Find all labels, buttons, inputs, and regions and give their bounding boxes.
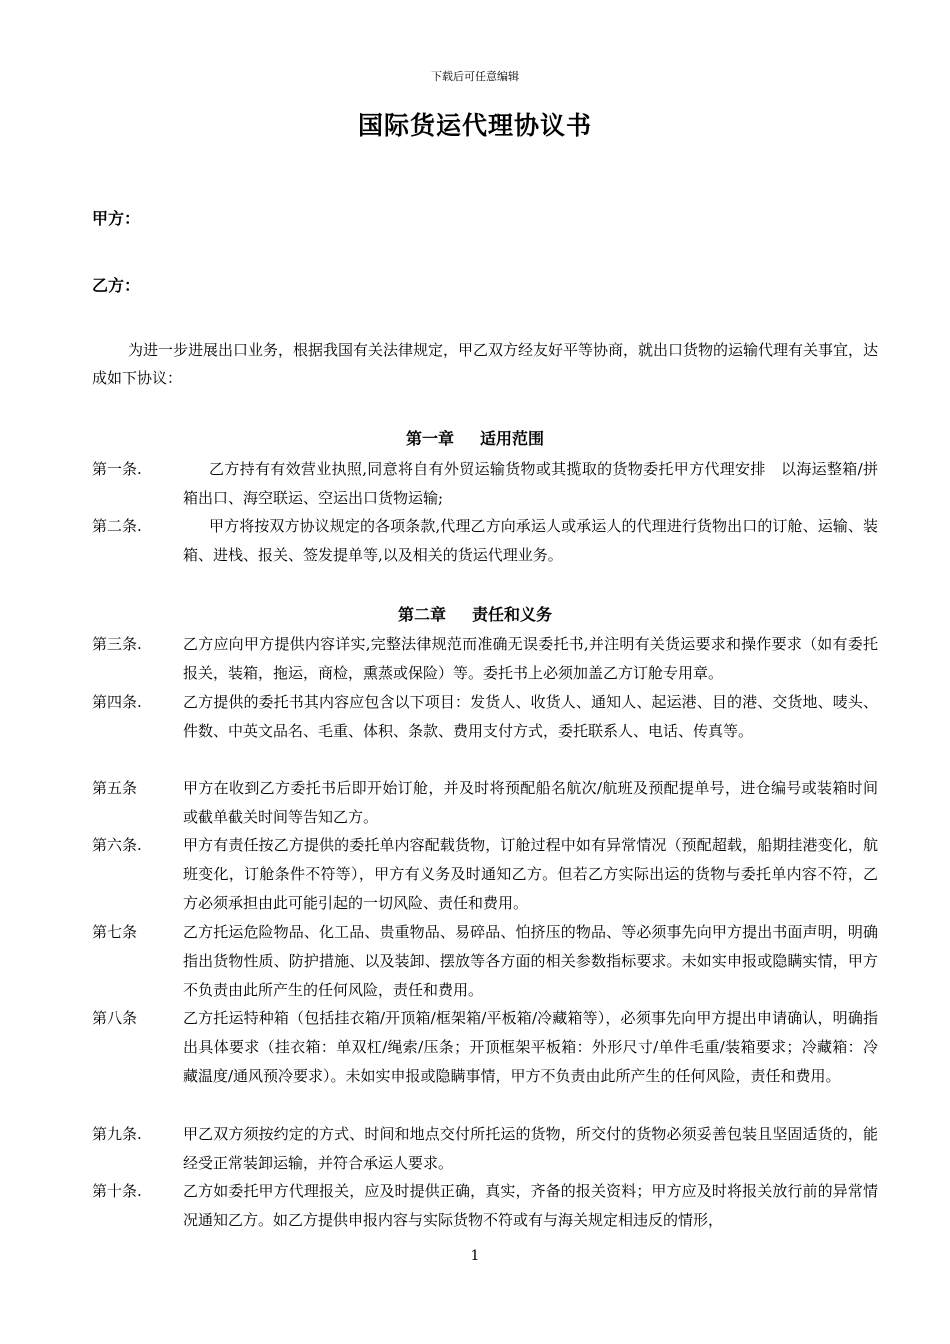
article-number: 第四条.	[92, 693, 142, 711]
article-5	[92, 774, 878, 832]
article-9	[92, 1120, 878, 1178]
article-number: 第十条.	[92, 1182, 142, 1200]
article-2	[92, 512, 878, 570]
party-b-label: 乙方：	[92, 276, 141, 295]
intro-paragraph: 为进一步进展出口业务，根据我国有关法律规定，甲乙双方经友好平等协商，就出口货物的运输代理有关事宜，达成如下协议：	[92, 341, 879, 387]
article-10	[92, 1177, 878, 1235]
article-1	[92, 455, 878, 513]
article-number: 第六条.	[92, 836, 142, 854]
article-number: 第七条	[92, 923, 138, 941]
article-text: 乙方托运特种箱（包括挂衣箱/开顶箱/框架箱/平板箱/冷藏箱等），必须事先向甲方提出申请确认，明确指出具体要求（挂衣箱：单双杠/绳索/压条；开顶框架平板箱：外形尺寸/单件毛重/装箱要求；冷藏箱：冷藏温度/通风预冷要求）。未如实申报或隐瞒事情，甲方不负责由此所产生的任何风险，责任和费用。	[183, 1009, 878, 1085]
chapter-2-number: 第二章	[397, 605, 446, 624]
chapter-1-number: 第一章	[405, 429, 454, 448]
article-text: 甲方有责任按乙方提供的委托单内容配载货物，订舱过程中如有异常情况（预配超载，船期挂港变化，航班变化，订舱条件不符等），甲方有义务及时通知乙方。但若乙方实际出运的货物与委托单内容不符，乙方必须承担由此可能引起的一切风险、责任和费用。	[183, 836, 878, 912]
article-text: 乙方提供的委托书其内容应包含以下项目：发货人、收货人、通知人、起运港、目的港、交货地、唛头、件数、中英文品名、毛重、体积、条款、费用支付方式，委托联系人、电话、传真等。	[183, 693, 878, 740]
article-text: 甲方将按双方协议规定的各项条款,代理乙方向承运人或承运人的代理进行货物出口的订舱、运输、装箱、进栈、报关、签发提单等,以及相关的货运代理业务。	[183, 517, 878, 564]
chapter-2-name: 责任和义务	[472, 605, 553, 624]
article-text: 甲乙双方须按约定的方式、时间和地点交付所托运的货物，所交付的货物必须妥善包装且坚固适货的，能经受正常装卸运输，并符合承运人要求。	[183, 1125, 878, 1172]
party-a-label: 甲方：	[92, 209, 141, 228]
chapter-1-heading	[0, 426, 950, 449]
article-3	[92, 630, 878, 688]
article-text: 乙方托运危险物品、化工品、贵重物品、易碎品、怕挤压的物品、等必须事先向甲方提出书面声明，明确指出货物性质、防护措施、以及装卸、摆放等各方面的相关参数指标要求。未如实申报或隐瞒实情，甲方不负责由此所产生的任何风险，责任和费用。	[183, 923, 878, 999]
article-number: 第八条	[92, 1009, 138, 1027]
article-number: 第九条.	[92, 1125, 142, 1143]
article-number: 第五条	[92, 779, 138, 797]
article-7	[92, 918, 878, 1005]
article-8	[92, 1004, 878, 1091]
article-text: 乙方如委托甲方代理报关，应及时提供正确，真实，齐备的报关资料；甲方应及时将报关放行前的异常情况通知乙方。如乙方提供申报内容与实际货物不符或有与海关规定相违反的情形，	[183, 1182, 878, 1229]
header-note: 下载后可任意编辑	[431, 70, 519, 83]
article-number: 第一条.	[92, 460, 142, 478]
article-number: 第三条.	[92, 635, 142, 653]
article-4	[92, 688, 878, 746]
chapter-1-name: 适用范围	[480, 429, 545, 448]
document-title: 国际货运代理协议书	[357, 111, 592, 140]
page-number: 1	[470, 1248, 480, 1264]
article-text: 乙方持有有效营业执照,同意将自有外贸运输货物或其揽取的货物委托甲方代理安排 以海运整箱/拼箱出口、海空联运、空运出口货物运输;	[183, 460, 878, 507]
article-text: 甲方在收到乙方委托书后即开始订舱，并及时将预配船名航次/航班及预配提单号，进仓编号或装箱时间或截单截关时间等告知乙方。	[183, 779, 878, 826]
article-text: 乙方应向甲方提供内容详实,完整法律规范而准确无误委托书,并注明有关货运要求和操作要求（如有委托报关，装箱，拖运，商检，熏蒸或保险）等。委托书上必须加盖乙方订舱专用章。	[183, 635, 878, 682]
article-number: 第二条.	[92, 517, 142, 535]
article-6	[92, 831, 878, 918]
chapter-2-heading	[0, 602, 950, 625]
